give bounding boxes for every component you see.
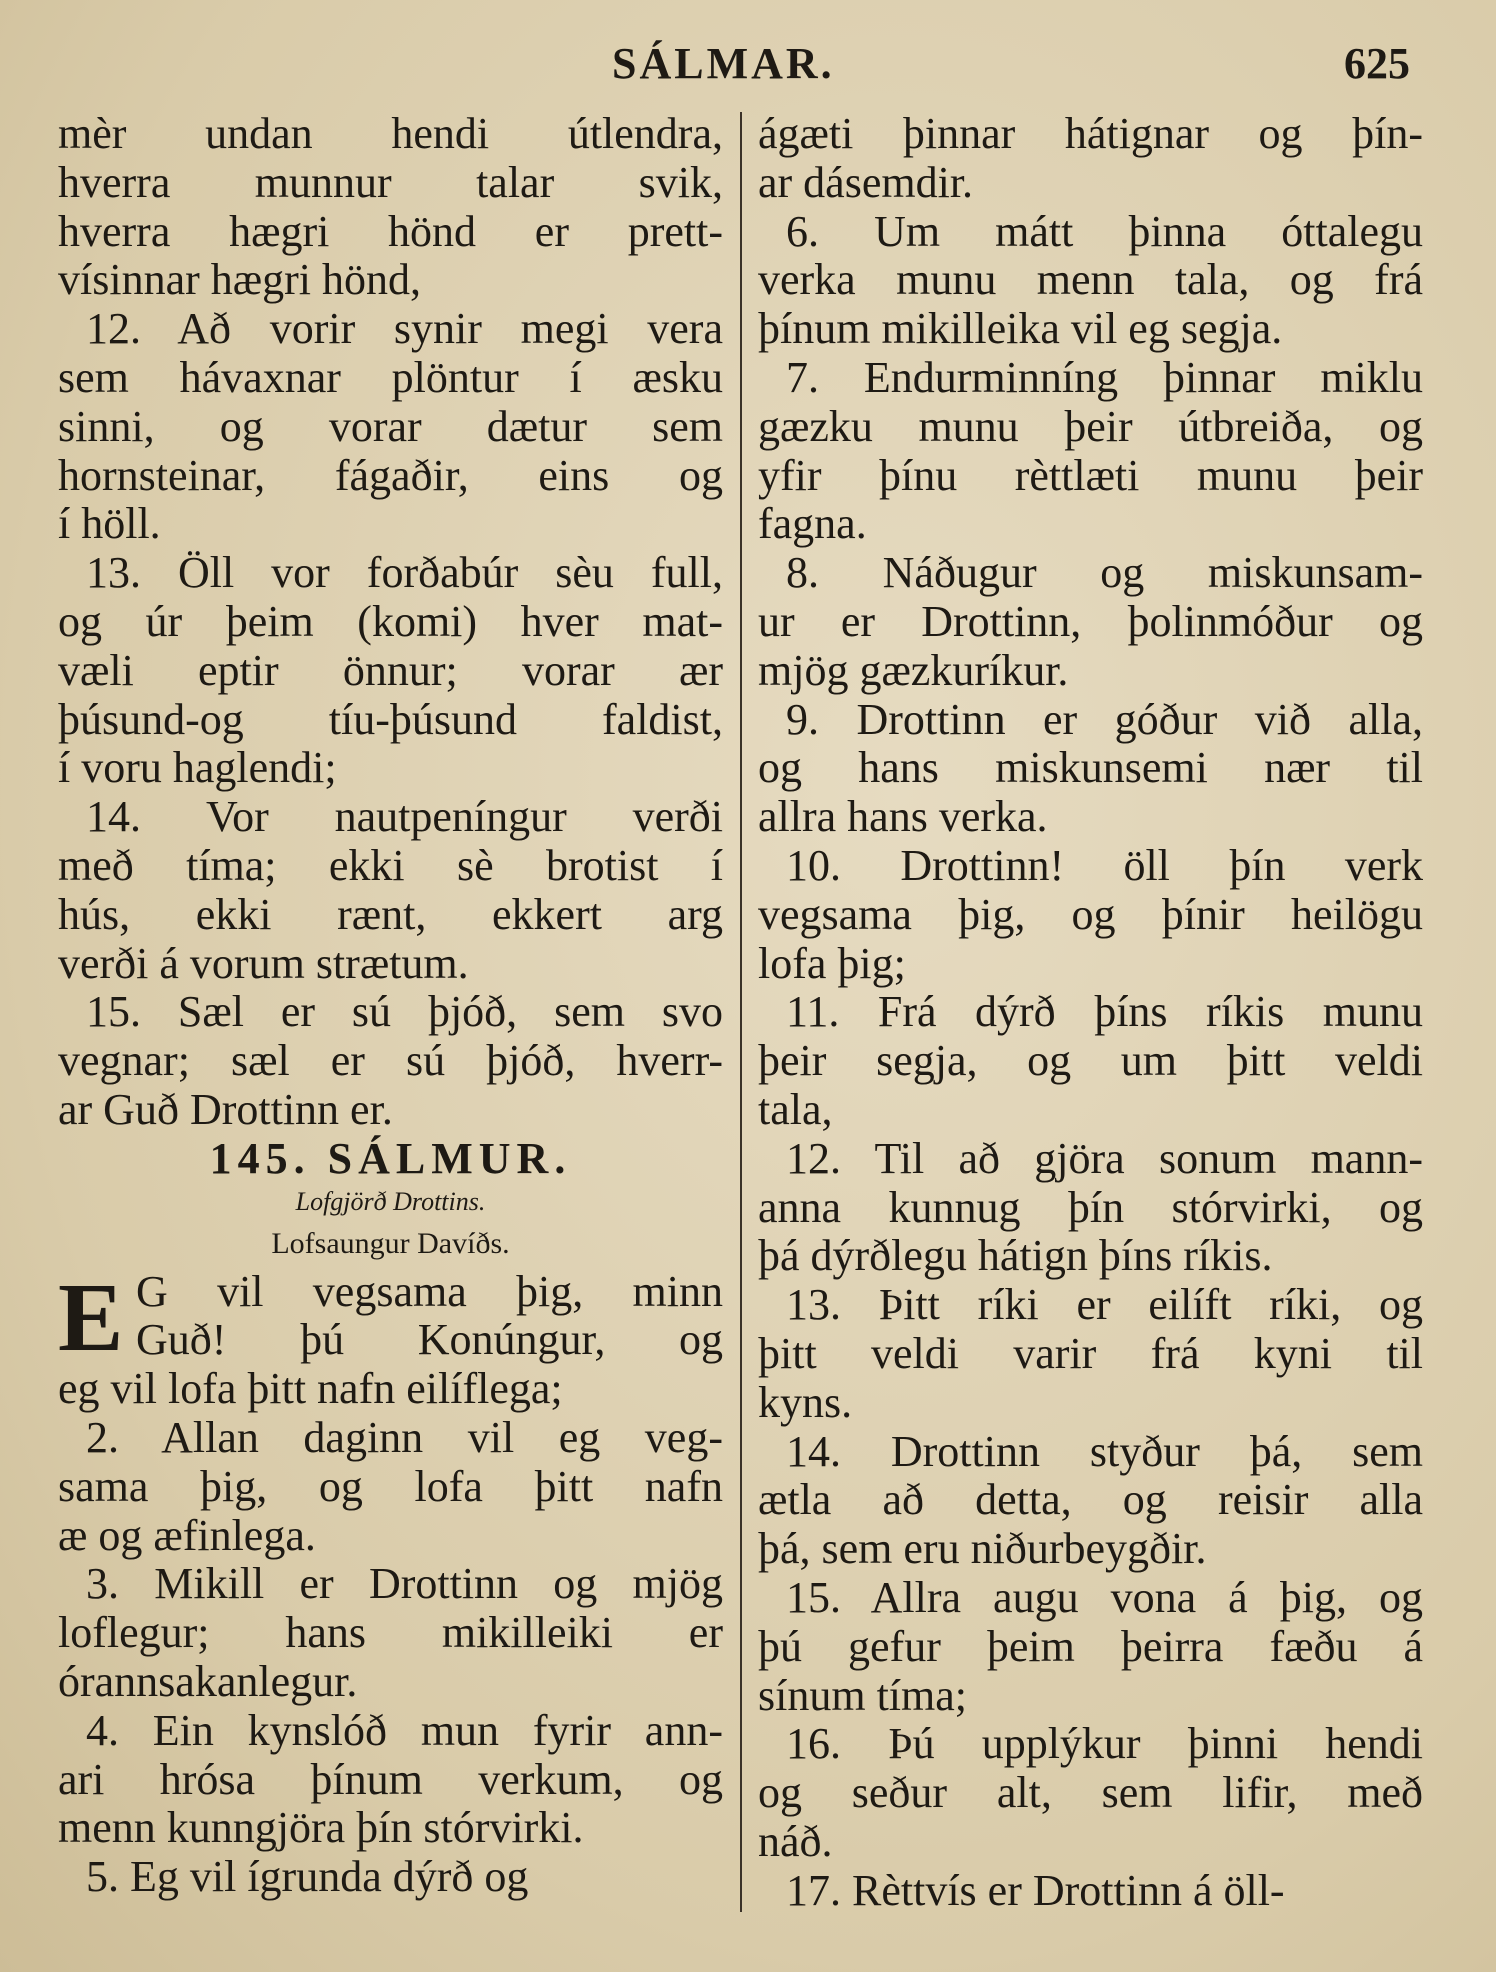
page-header [0,38,1496,98]
text-line: 13. Þitt ríki er eilíft ríki, og [786,1281,1423,1330]
text-line: með tíma; ekki sè brotist í [58,841,723,890]
text-line: og úr þeim (komi) hver mat- [58,597,723,646]
text-line: þúsund-og tíu-þúsund faldist, [58,695,723,744]
text-line: sinni, og vorar dætur sem [58,402,723,451]
text-line: 3. Mikill er Drottinn og mjög [86,1560,723,1609]
text-line: lofa þig; [758,939,906,988]
text-line: sama þig, og lofa þitt nafn [58,1462,723,1511]
text-line: þú gefur þeim þeirra fæðu á [758,1622,1423,1671]
text-line: verði á vorum strætum. [58,939,469,988]
text-line: ágæti þinnar hátignar og þín- [758,110,1423,158]
text-line: mèr undan hendi útlendra, [58,110,723,158]
right-column-verses [758,110,1423,1915]
text-line: ar dásemdir. [758,158,974,207]
left-column-verses-top [58,110,723,1135]
text-line: vegsama þig, og þínir heilögu [758,890,1423,939]
text-line: anna kunnug þín stórvirki, og [758,1183,1423,1232]
text-line: hverra munnur talar svik, [58,158,723,207]
text-line: 8. Náðugur og miskunsam- [786,549,1423,598]
opening-line-2: Guð! þú Konúngur, og [136,1316,723,1365]
text-line: 13. Öll vor forðabúr sèu full, [86,549,723,598]
page-number: 625 [1344,39,1410,88]
text-line: þitt veldi varir frá kyni til [758,1329,1423,1378]
drop-cap-letter: E [58,1263,124,1372]
text-line: náð. [758,1817,833,1866]
text-line: í voru haglendi; [58,744,337,793]
text-line: og seður alt, sem lifir, með [758,1769,1423,1818]
text-line: 2. Allan daginn vil eg veg- [86,1413,723,1462]
text-line: ur er Drottinn, þolinmóður og [758,597,1423,646]
left-column [58,110,723,1902]
text-line: sínum tíma; [758,1671,967,1720]
text-line: menn kunngjöra þín stórvirki. [58,1804,584,1853]
left-column-verses-bottom [58,1365,723,1902]
text-line: 4. Ein kynslóð mun fyrir ann- [86,1706,723,1755]
text-line: 10. Drottinn! öll þín verk [786,841,1423,890]
text-line: 5. Eg vil ígrunda dýrð og [86,1853,529,1902]
text-line: 16. Þú upplýkur þinni hendi [786,1720,1423,1769]
text-line: 11. Frá dýrð þíns ríkis munu [786,988,1423,1037]
text-line: órannsakanlegur. [58,1657,358,1706]
text-line: 12. Að vorir synir megi vera [86,305,723,354]
text-line: 15. Sæl er sú þjóð, sem svo [86,988,723,1037]
text-line: 12. Til að gjöra sonum mann- [786,1134,1423,1183]
text-line: gæzku munu þeir útbreiða, og [758,402,1423,451]
text-line: ætla að detta, og reisir alla [758,1476,1423,1525]
text-line: 15. Allra augu vona á þig, og [786,1573,1423,1622]
psalm-heading: 145. SÁLMUR. [209,1134,572,1183]
text-line: hús, ekki rænt, ekkert arg [58,890,723,939]
text-line: vísinnar hægri hönd, [58,256,421,305]
opening-line-1: G vil vegsama þig, minn [136,1267,723,1316]
text-line: fagna. [758,500,867,549]
text-line: í höll. [58,500,161,549]
text-line: þá dýrðlegu hátign þíns ríkis. [758,1232,1273,1281]
text-line: 17. Rèttvís er Drottinn á öll- [786,1866,1285,1915]
text-line: æ og æfinlega. [58,1511,316,1560]
text-line: loflegur; hans mikilleiki er [58,1609,723,1658]
text-line: allra hans verka. [758,793,1048,842]
text-line: ar Guð Drottinn er. [58,1085,393,1134]
column-divider [740,112,742,1912]
text-line: 9. Drottinn er góður við alla, [786,695,1423,744]
text-line: mjög gæzkuríkur. [758,646,1069,695]
text-line: verka munu menn tala, og frá [758,256,1423,305]
text-line: 14. Vor nautpeníngur verði [86,793,723,842]
text-line: tala, [758,1085,833,1134]
text-line: hverra hægri hönd er prett- [58,207,723,256]
text-line: væli eptir önnur; vorar ær [58,646,723,695]
text-line: 14. Drottinn styður þá, sem [786,1427,1423,1476]
text-line: eg vil lofa þitt nafn eilíflega; [58,1365,563,1414]
right-column [758,110,1423,1915]
text-line: 6. Um mátt þinna óttalegu [786,207,1423,256]
text-line: kyns. [758,1378,853,1427]
text-line: vegnar; sæl er sú þjóð, hverr- [58,1037,723,1086]
text-line: þá, sem eru niðurbeygðir. [758,1525,1207,1574]
text-line: sem hávaxnar plöntur í æsku [58,353,723,402]
text-line: hornsteinar, fágaðir, eins og [58,451,723,500]
text-line: ari hrósa þínum verkum, og [58,1755,723,1804]
text-line: þínum mikilleika vil eg segja. [758,305,1283,354]
text-line: 7. Endurminníng þinnar miklu [786,353,1423,402]
psalm-subtitle: Lofgjörð Drottins. [295,1186,486,1216]
psalm-opening [58,1263,723,1372]
text-line: og hans miskunsemi nær til [758,744,1423,793]
text-line: þeir segja, og um þitt veldi [758,1037,1423,1086]
running-title: SÁLMAR. [612,39,835,88]
text-line: yfir þínu rèttlæti munu þeir [758,451,1423,500]
psalm-attribution: Lofsaungur Davíðs. [271,1226,510,1260]
